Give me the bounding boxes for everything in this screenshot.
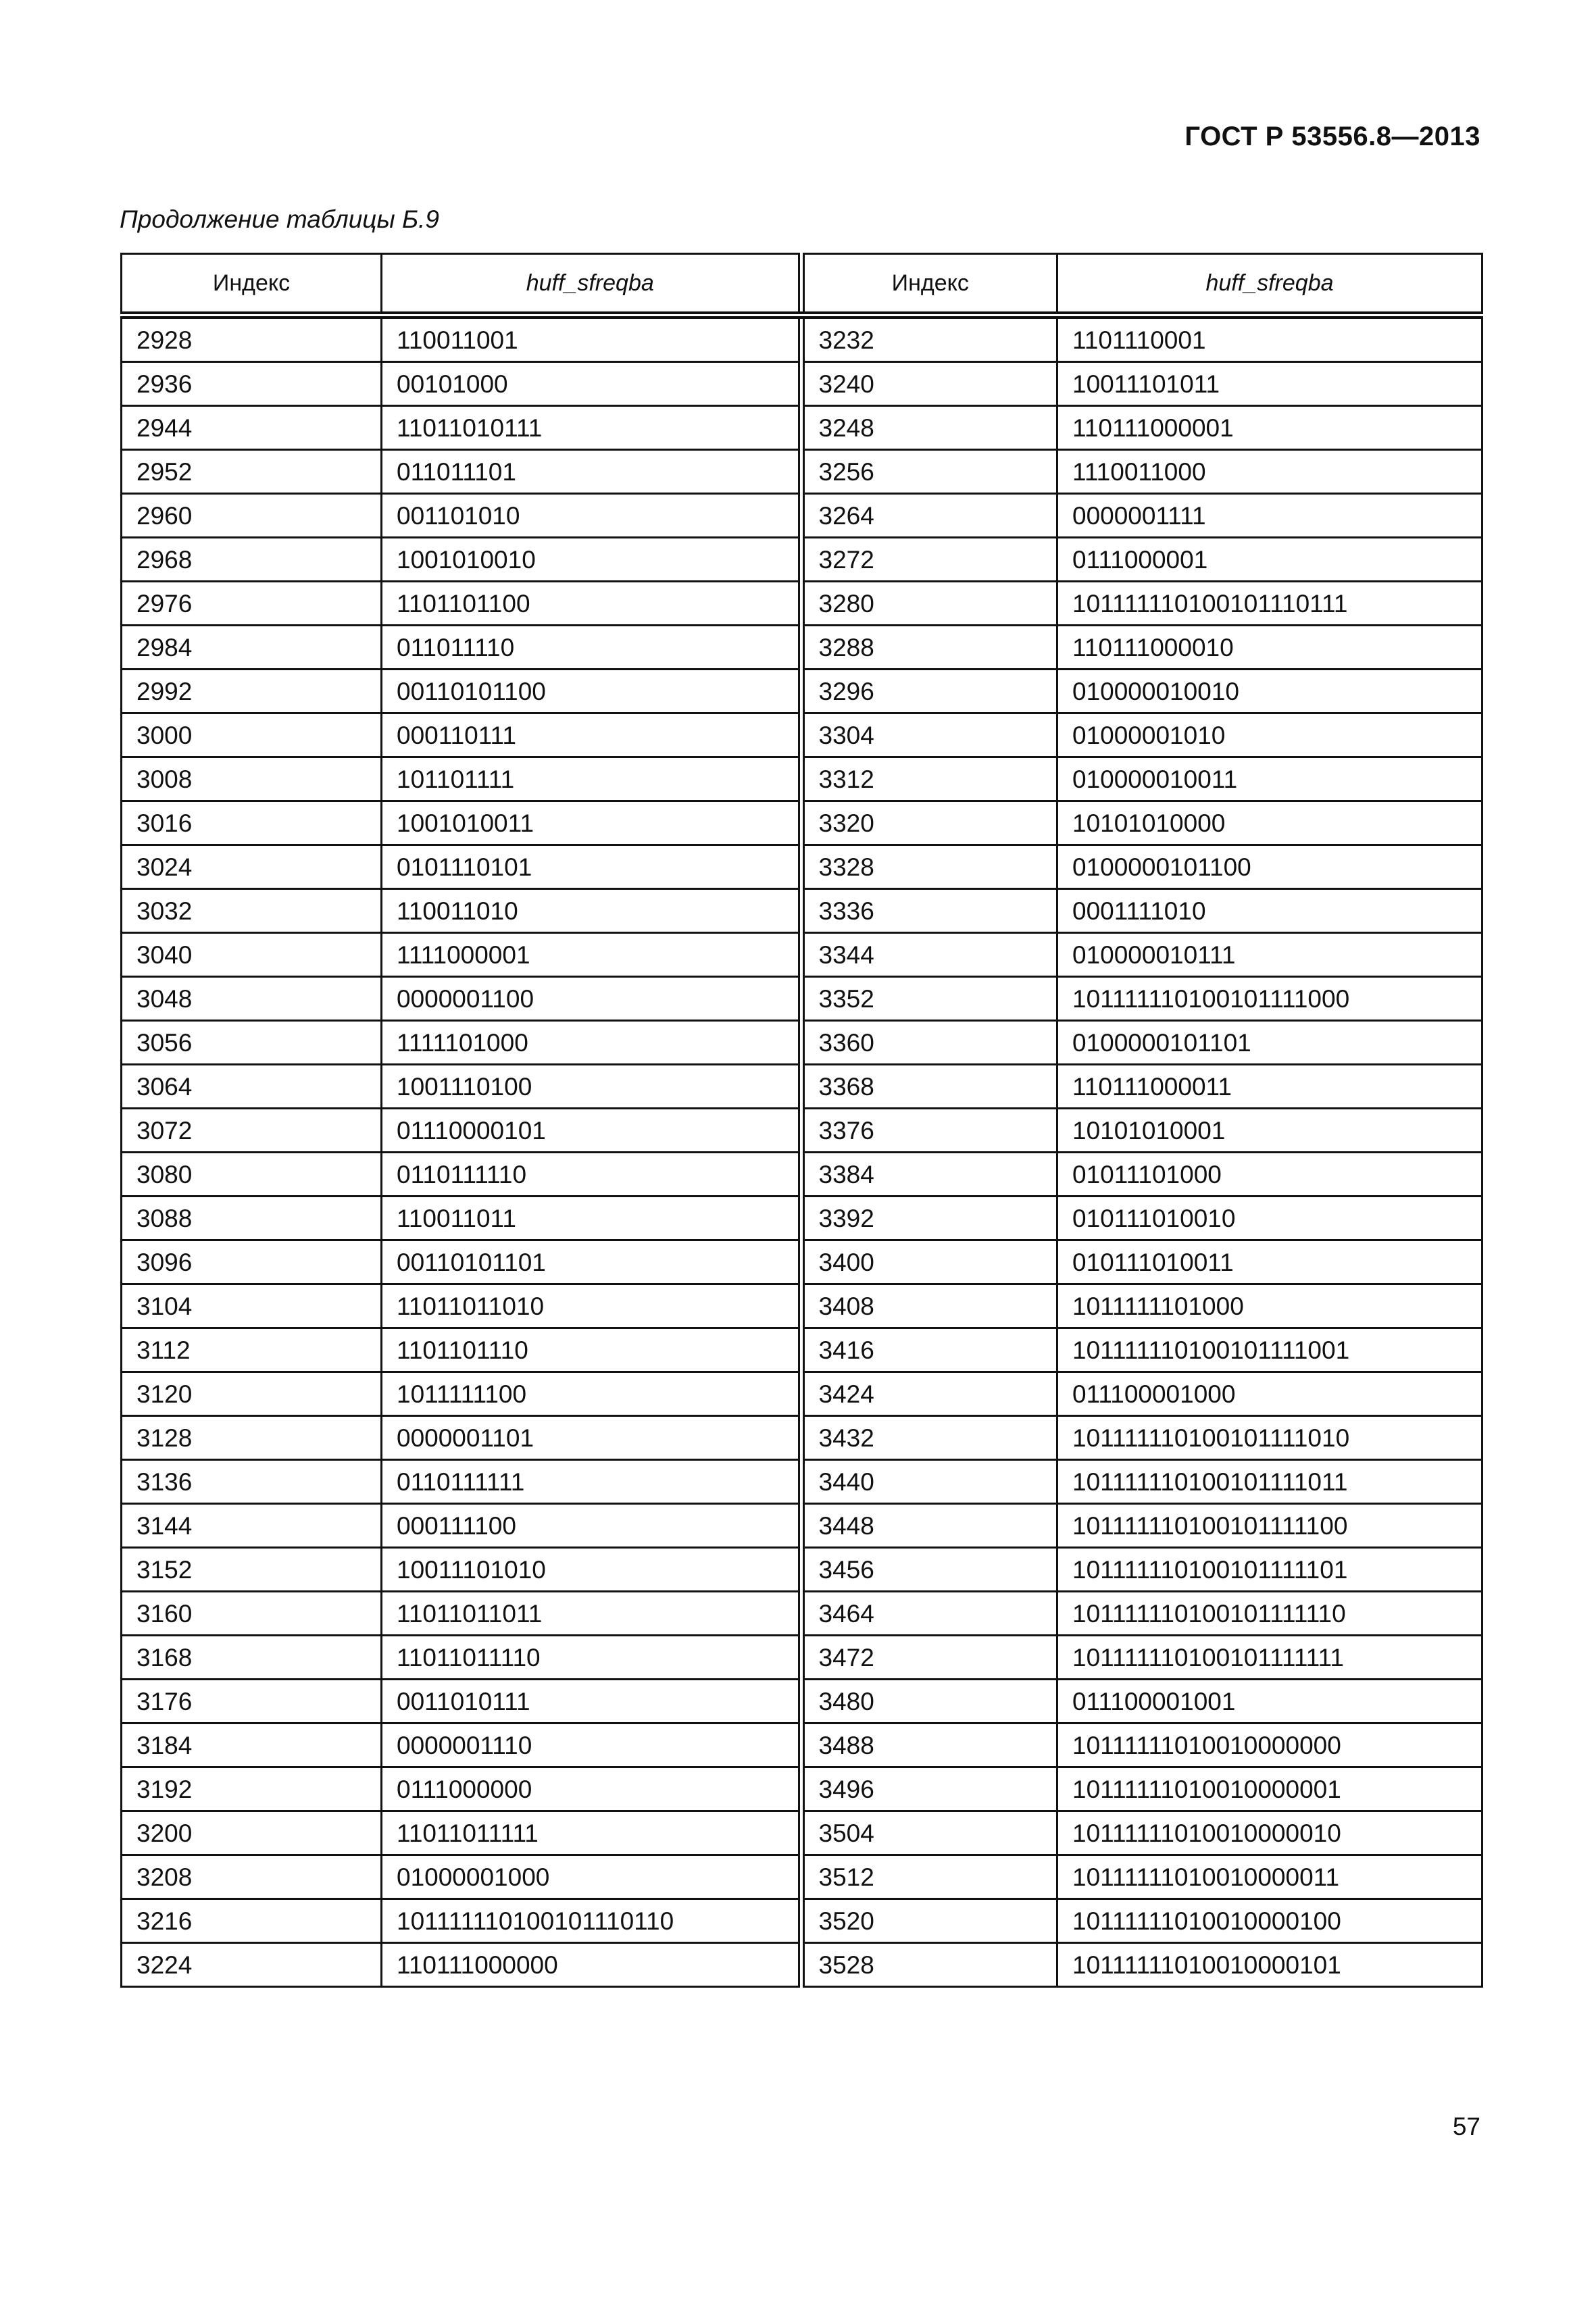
code-cell: 010000010011: [1057, 757, 1482, 801]
index-cell: 3480: [801, 1680, 1057, 1724]
table-row: [122, 1855, 1482, 1899]
code-cell: 01011101000: [1057, 1153, 1482, 1197]
index-cell: 3344: [801, 933, 1057, 977]
code-cell: 00110101101: [382, 1240, 801, 1284]
index-cell: 3152: [122, 1548, 382, 1592]
code-cell: 011100001001: [1057, 1680, 1482, 1724]
code-cell: 0110111111: [382, 1460, 801, 1504]
index-cell: 3336: [801, 889, 1057, 933]
code-cell: 101111110100101111111: [1057, 1636, 1482, 1680]
table-row: [122, 757, 1482, 801]
code-cell: 101111110100101111011: [1057, 1460, 1482, 1504]
code-cell: 10101010001: [1057, 1109, 1482, 1153]
index-cell: 3504: [801, 1811, 1057, 1855]
code-cell: 110111000010: [1057, 626, 1482, 670]
table-caption: Продолжение таблицы Б.9: [120, 205, 439, 233]
index-cell: 2936: [122, 362, 382, 406]
code-cell: 0100000101100: [1057, 845, 1482, 889]
index-cell: 3064: [122, 1065, 382, 1109]
table-row: [122, 494, 1482, 538]
index-cell: 3304: [801, 713, 1057, 757]
table-row: [122, 1328, 1482, 1372]
index-cell: 3432: [801, 1416, 1057, 1460]
code-cell: 10111111010010000011: [1057, 1855, 1482, 1899]
index-cell: 3368: [801, 1065, 1057, 1109]
table-row: [122, 1636, 1482, 1680]
table-row: [122, 1197, 1482, 1240]
table-row: [122, 362, 1482, 406]
index-cell: 3288: [801, 626, 1057, 670]
code-cell: 00101000: [382, 362, 801, 406]
index-cell: 3016: [122, 801, 382, 845]
index-cell: 3080: [122, 1153, 382, 1197]
code-cell: 101101111: [382, 757, 801, 801]
code-cell: 1011111100: [382, 1372, 801, 1416]
code-cell: 1001010011: [382, 801, 801, 845]
code-cell: 00110101100: [382, 670, 801, 713]
code-cell: 1001010010: [382, 538, 801, 582]
index-cell: 2984: [122, 626, 382, 670]
index-cell: 3264: [801, 494, 1057, 538]
index-cell: 3488: [801, 1724, 1057, 1767]
index-cell: 3528: [801, 1943, 1057, 1987]
code-cell: 1110011000: [1057, 450, 1482, 494]
code-cell: 101111110100101111010: [1057, 1416, 1482, 1460]
table-row: [122, 1240, 1482, 1284]
index-cell: 3072: [122, 1109, 382, 1153]
index-cell: 3272: [801, 538, 1057, 582]
index-cell: 3056: [122, 1021, 382, 1065]
standard-header: ГОСТ Р 53556.8—2013: [1184, 122, 1480, 151]
index-cell: 3392: [801, 1197, 1057, 1240]
code-cell: 1101101100: [382, 582, 801, 626]
index-cell: 3208: [122, 1855, 382, 1899]
code-cell: 011100001000: [1057, 1372, 1482, 1416]
code-cell: 0101110101: [382, 845, 801, 889]
index-cell: 3008: [122, 757, 382, 801]
index-cell: 3024: [122, 845, 382, 889]
code-cell: 11011011110: [382, 1636, 801, 1680]
code-cell: 010000010010: [1057, 670, 1482, 713]
index-cell: 2968: [122, 538, 382, 582]
column-header-index: Индекс: [122, 254, 382, 316]
index-cell: 3096: [122, 1240, 382, 1284]
code-cell: 110011010: [382, 889, 801, 933]
index-cell: 3136: [122, 1460, 382, 1504]
table-row: [122, 626, 1482, 670]
code-cell: 000110111: [382, 713, 801, 757]
table-row: [122, 1767, 1482, 1811]
code-cell: 110011011: [382, 1197, 801, 1240]
table-row: [122, 1943, 1482, 1987]
table-row: [122, 1153, 1482, 1197]
code-cell: 0111000001: [1057, 538, 1482, 582]
index-cell: 3240: [801, 362, 1057, 406]
code-cell: 101111110100101111101: [1057, 1548, 1482, 1592]
code-cell: 0000001111: [1057, 494, 1482, 538]
code-cell: 101111110100101111000: [1057, 977, 1482, 1021]
code-cell: 10111111010010000101: [1057, 1943, 1482, 1987]
code-cell: 110011001: [382, 316, 801, 362]
code-cell: 10011101011: [1057, 362, 1482, 406]
index-cell: 3200: [122, 1811, 382, 1855]
table-header-row: [122, 254, 1482, 316]
index-cell: 3168: [122, 1636, 382, 1680]
index-cell: 3376: [801, 1109, 1057, 1153]
index-cell: 2928: [122, 316, 382, 362]
index-cell: 3472: [801, 1636, 1057, 1680]
index-cell: 3408: [801, 1284, 1057, 1328]
code-cell: 1111000001: [382, 933, 801, 977]
code-cell: 011011101: [382, 450, 801, 494]
index-cell: 3256: [801, 450, 1057, 494]
table-row: [122, 1504, 1482, 1548]
index-cell: 3104: [122, 1284, 382, 1328]
table-row: [122, 582, 1482, 626]
code-cell: 110111000000: [382, 1943, 801, 1987]
table-body: [122, 316, 1482, 1987]
index-cell: 3352: [801, 977, 1057, 1021]
code-cell: 1011111101000: [1057, 1284, 1482, 1328]
code-cell: 110111000011: [1057, 1065, 1482, 1109]
index-cell: 3520: [801, 1899, 1057, 1943]
code-cell: 101111110100101111110: [1057, 1592, 1482, 1636]
code-cell: 101111110100101111100: [1057, 1504, 1482, 1548]
code-cell: 0001111010: [1057, 889, 1482, 933]
index-cell: 3144: [122, 1504, 382, 1548]
table-row: [122, 1548, 1482, 1592]
code-cell: 0111000000: [382, 1767, 801, 1811]
code-cell: 11011011010: [382, 1284, 801, 1328]
table-row: [122, 1592, 1482, 1636]
index-cell: 3512: [801, 1855, 1057, 1899]
table-row: [122, 1460, 1482, 1504]
code-cell: 0011010111: [382, 1680, 801, 1724]
index-cell: 3112: [122, 1328, 382, 1372]
table-row: [122, 845, 1482, 889]
column-header-code: huff_sfreqba: [1057, 254, 1482, 316]
code-cell: 001101010: [382, 494, 801, 538]
table-row: [122, 801, 1482, 845]
code-cell: 01000001000: [382, 1855, 801, 1899]
table-row: [122, 713, 1482, 757]
code-cell: 1101101110: [382, 1328, 801, 1372]
code-cell: 01000001010: [1057, 713, 1482, 757]
index-cell: 3192: [122, 1767, 382, 1811]
code-cell: 0000001110: [382, 1724, 801, 1767]
page-number: 57: [1452, 2113, 1480, 2140]
table-row: [122, 1416, 1482, 1460]
index-cell: 3416: [801, 1328, 1057, 1372]
index-cell: 3424: [801, 1372, 1057, 1416]
table-row: [122, 1680, 1482, 1724]
code-cell: 101111110100101110111: [1057, 582, 1482, 626]
code-cell: 10111111010010000010: [1057, 1811, 1482, 1855]
index-cell: 3040: [122, 933, 382, 977]
code-cell: 011011110: [382, 626, 801, 670]
code-cell: 1101110001: [1057, 316, 1482, 362]
code-cell: 01110000101: [382, 1109, 801, 1153]
table-row: [122, 1724, 1482, 1767]
table-row: [122, 1284, 1482, 1328]
code-cell: 101111110100101111001: [1057, 1328, 1482, 1372]
index-cell: 3496: [801, 1767, 1057, 1811]
table-row: [122, 316, 1482, 362]
index-cell: 3176: [122, 1680, 382, 1724]
code-cell: 11011011111: [382, 1811, 801, 1855]
code-cell: 10101010000: [1057, 801, 1482, 845]
code-cell: 010111010011: [1057, 1240, 1482, 1284]
index-cell: 3360: [801, 1021, 1057, 1065]
table-row: [122, 1065, 1482, 1109]
code-cell: 000111100: [382, 1504, 801, 1548]
table-row: [122, 406, 1482, 450]
index-cell: 3312: [801, 757, 1057, 801]
code-cell: 0000001101: [382, 1416, 801, 1460]
index-cell: 3248: [801, 406, 1057, 450]
index-cell: 3184: [122, 1724, 382, 1767]
index-cell: 3384: [801, 1153, 1057, 1197]
index-cell: 3232: [801, 316, 1057, 362]
code-cell: 101111110100101110110: [382, 1899, 801, 1943]
index-cell: 3160: [122, 1592, 382, 1636]
index-cell: 2952: [122, 450, 382, 494]
index-cell: 2976: [122, 582, 382, 626]
table-row: [122, 933, 1482, 977]
table-row: [122, 1899, 1482, 1943]
index-cell: 3048: [122, 977, 382, 1021]
code-cell: 11011011011: [382, 1592, 801, 1636]
table-row: [122, 670, 1482, 713]
table-row: [122, 1021, 1482, 1065]
index-cell: 3000: [122, 713, 382, 757]
index-cell: 3088: [122, 1197, 382, 1240]
code-cell: 110111000001: [1057, 406, 1482, 450]
index-cell: 3216: [122, 1899, 382, 1943]
index-cell: 2960: [122, 494, 382, 538]
code-cell: 11011010111: [382, 406, 801, 450]
code-cell: 0110111110: [382, 1153, 801, 1197]
index-cell: 3400: [801, 1240, 1057, 1284]
code-cell: 10111111010010000001: [1057, 1767, 1482, 1811]
table-row: [122, 1109, 1482, 1153]
index-cell: 3280: [801, 582, 1057, 626]
table-row: [122, 1811, 1482, 1855]
code-cell: 10111111010010000000: [1057, 1724, 1482, 1767]
table-row: [122, 889, 1482, 933]
index-cell: 3296: [801, 670, 1057, 713]
column-header-code: huff_sfreqba: [382, 254, 801, 316]
huffman-code-table: [120, 253, 1483, 1988]
table-row: [122, 450, 1482, 494]
index-cell: 3128: [122, 1416, 382, 1460]
table-row: [122, 538, 1482, 582]
index-cell: 3448: [801, 1504, 1057, 1548]
code-cell: 1001110100: [382, 1065, 801, 1109]
index-cell: 2992: [122, 670, 382, 713]
code-cell: 0100000101101: [1057, 1021, 1482, 1065]
index-cell: 3320: [801, 801, 1057, 845]
code-cell: 0000001100: [382, 977, 801, 1021]
code-cell: 010000010111: [1057, 933, 1482, 977]
code-cell: 10111111010010000100: [1057, 1899, 1482, 1943]
column-header-index: Индекс: [801, 254, 1057, 316]
index-cell: 3440: [801, 1460, 1057, 1504]
code-cell: 1111101000: [382, 1021, 801, 1065]
code-cell: 10011101010: [382, 1548, 801, 1592]
table-row: [122, 977, 1482, 1021]
index-cell: 2944: [122, 406, 382, 450]
index-cell: 3224: [122, 1943, 382, 1987]
index-cell: 3464: [801, 1592, 1057, 1636]
table-row: [122, 1372, 1482, 1416]
index-cell: 3328: [801, 845, 1057, 889]
index-cell: 3032: [122, 889, 382, 933]
code-cell: 010111010010: [1057, 1197, 1482, 1240]
index-cell: 3120: [122, 1372, 382, 1416]
index-cell: 3456: [801, 1548, 1057, 1592]
